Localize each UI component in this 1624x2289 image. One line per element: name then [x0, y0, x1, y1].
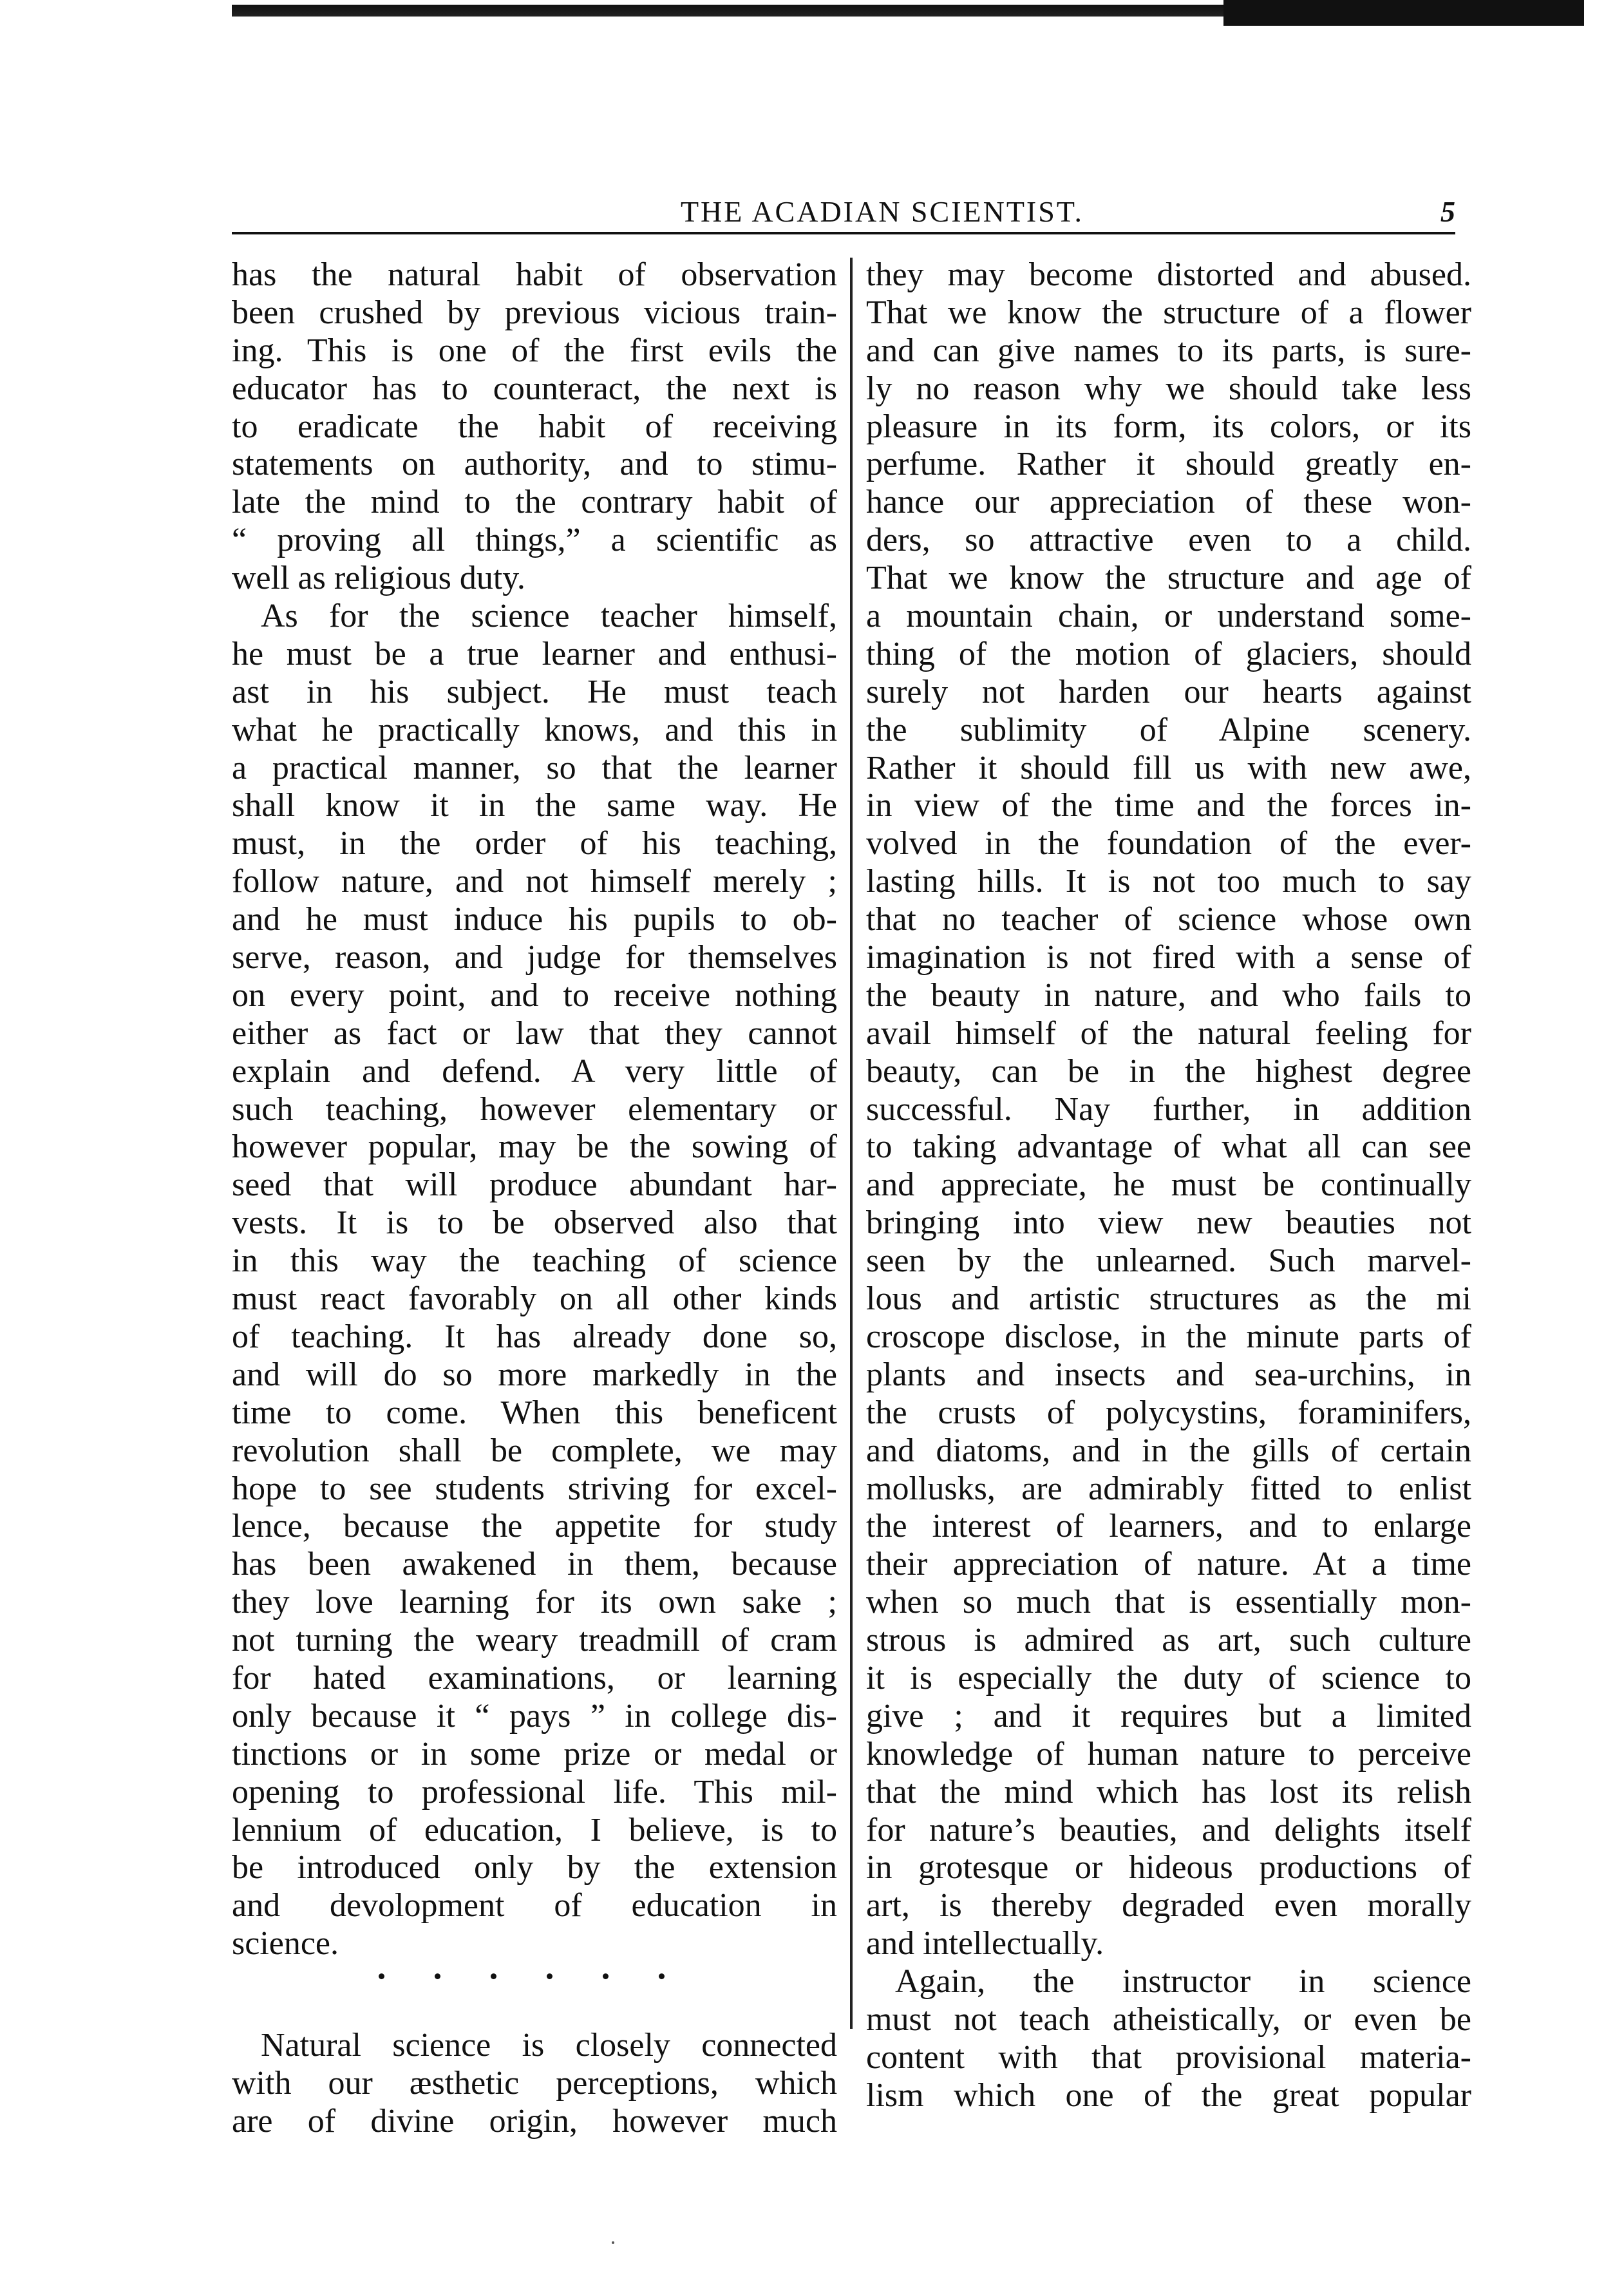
text-line: bringing into view new beauties not: [866, 1204, 1471, 1242]
text-line: has the natural habit of observation: [232, 256, 837, 293]
page-speck: [612, 2241, 614, 2244]
text-line: in this way the teaching of science: [232, 1242, 837, 1280]
right-paragraph-2: [866, 1963, 1471, 2115]
dot: [435, 1973, 440, 1979]
text-line: he must be a true learner and enthusi-: [232, 635, 837, 672]
text-line: in grotesque or hideous productions of: [866, 1849, 1471, 1886]
left-paragraph-3: [232, 2027, 837, 2141]
text-line: content with that provisional materia-: [866, 2038, 1471, 2076]
text-line: their appreciation of nature. At a time: [866, 1546, 1471, 1583]
running-title: THE ACADIAN SCIENTIST.: [680, 195, 1084, 228]
text-line: not turning the weary treadmill of cram: [232, 1622, 837, 1659]
text-line: knowledge of human nature to perceive: [866, 1735, 1471, 1772]
text-line: vests. It is to be observed also that: [232, 1204, 837, 1242]
text-line: plants and insects and sea-urchins, in: [866, 1356, 1471, 1393]
text-line: That we know the structure of a flower: [866, 294, 1471, 331]
text-line: ly no reason why we should take less: [866, 370, 1471, 407]
text-line: ing. This is one of the first evils the: [232, 332, 837, 369]
text-line: That we know the structure and age of: [866, 560, 1471, 597]
text-line: opening to professional life. This mil-: [232, 1773, 837, 1810]
right-paragraph-1: [866, 256, 1471, 1963]
text-line: to taking advantage of what all can see: [866, 1128, 1471, 1166]
text-line: when so much that is essentially mon-: [866, 1584, 1471, 1621]
right-column: [866, 256, 1471, 2115]
text-line: has been awakened in them, because: [232, 1546, 837, 1583]
text-line: that no teacher of science whose own: [866, 901, 1471, 938]
text-line: the beauty in nature, and who fails to: [866, 976, 1471, 1014]
text-line: imagination is not fired with a sense of: [866, 939, 1471, 976]
text-line: however popular, may be the sowing of: [232, 1128, 837, 1166]
text-line: surely not harden our hearts against: [866, 673, 1471, 710]
dot: [491, 1973, 496, 1979]
text-line: successful. Nay further, in addition: [866, 1090, 1471, 1128]
text-line: and diatoms, and in the gills of certain: [866, 1432, 1471, 1469]
text-line: pleasure in its form, its colors, or its: [866, 408, 1471, 445]
text-line: either as fact or law that they cannot: [232, 1014, 837, 1052]
text-line: “ proving all things,” a scientific as: [232, 522, 837, 559]
text-line: seen by the unlearned. Such marvel-: [866, 1242, 1471, 1280]
text-line: educator has to counteract, the next is: [232, 370, 837, 407]
text-line: follow nature, and not himself merely ;: [232, 863, 837, 900]
text-line: explain and defend. A very little of: [232, 1052, 837, 1090]
text-line: well as religious duty.: [232, 560, 525, 597]
text-line: must not teach atheistically, or even be: [866, 2000, 1471, 2038]
text-line: mollusks, are admirably fitted to enlist: [866, 1470, 1471, 1507]
text-line: lasting hills. It is not too much to say: [866, 863, 1471, 900]
text-line: As for the science teacher himself,: [261, 598, 837, 635]
text-line: hance our appreciation of these won-: [866, 484, 1471, 521]
text-line: the crusts of polycystins, foraminifers,: [866, 1394, 1471, 1431]
text-line: shall know it in the same way. He: [232, 787, 837, 824]
text-line: and will do so more markedly in the: [232, 1356, 837, 1393]
left-paragraph-2: [232, 598, 837, 1963]
text-line: they may become distorted and abused.: [866, 256, 1471, 293]
text-line: such teaching, however elementary or: [232, 1090, 837, 1128]
text-line: lism which one of the great popular: [866, 2076, 1471, 2114]
left-paragraph-1: [232, 256, 837, 598]
text-line: beauty, can be in the highest degree: [866, 1052, 1471, 1090]
text-line: revolution shall be complete, we may: [232, 1432, 837, 1469]
left-column: [232, 256, 837, 2141]
text-line: what he practically knows, and this in: [232, 711, 837, 748]
text-line: Natural science is closely connected: [261, 2026, 837, 2064]
top-edge-rule-dark: [1223, 0, 1584, 26]
text-line: for nature’s beauties, and delights itself: [866, 1811, 1471, 1848]
text-line: and can give names to its parts, is sure-: [866, 332, 1471, 369]
dot: [547, 1973, 552, 1979]
text-line: a mountain chain, or understand some-: [866, 598, 1471, 635]
text-line: give ; and it requires but a limited: [866, 1697, 1471, 1734]
text-line: lennium of education, I believe, is to: [232, 1811, 837, 1848]
text-line: ast in his subject. He must teach: [232, 673, 837, 710]
text-line: be introduced only by the extension: [232, 1849, 837, 1886]
text-line: must, in the order of his teaching,: [232, 825, 837, 862]
text-line: lence, because the appetite for study: [232, 1508, 837, 1545]
text-line: for hated examinations, or learning: [232, 1659, 837, 1696]
text-line: that the mind which has lost its relish: [866, 1773, 1471, 1810]
dot: [379, 1973, 384, 1979]
text-line: volved in the foundation of the ever-: [866, 825, 1471, 862]
text-line: avail himself of the natural feeling for: [866, 1014, 1471, 1052]
text-line: and he must induce his pupils to ob-: [232, 901, 837, 938]
page-header: [232, 184, 1455, 229]
text-line: serve, reason, and judge for themselves: [232, 939, 837, 976]
spacer: [232, 2001, 837, 2027]
text-line: they love learning for its own sake ;: [232, 1584, 837, 1621]
text-line: in view of the time and the forces in-: [866, 787, 1471, 824]
text-line: seed that will produce abundant har-: [232, 1166, 837, 1204]
dot: [603, 1973, 609, 1979]
text-line: the interest of learners, and to enlarge: [866, 1508, 1471, 1545]
text-line: science.: [232, 1925, 339, 1962]
text-line: must react favorably on all other kinds: [232, 1280, 837, 1318]
text-line: time to come. When this beneficent: [232, 1394, 837, 1431]
column-divider: [850, 258, 853, 2029]
text-line: croscope disclose, in the minute parts of: [866, 1318, 1471, 1355]
text-line: only because it “ pays ” in college dis-: [232, 1697, 837, 1734]
dot: [659, 1973, 665, 1979]
header-rule: [232, 232, 1455, 234]
text-line: ders, so attractive even to a child.: [866, 522, 1471, 559]
text-line: late the mind to the contrary habit of: [232, 484, 837, 521]
text-line: statements on authority, and to stimu-: [232, 446, 837, 483]
text-line: tinctions or in some prize or medal or: [232, 1735, 837, 1772]
page-number: 5: [1440, 195, 1455, 228]
text-line: of teaching. It has already done so,: [232, 1318, 837, 1355]
text-line: strous is admired as art, such culture: [866, 1622, 1471, 1659]
text-line: and devolopment of education in: [232, 1887, 837, 1924]
text-line: Again, the instructor in science: [895, 1963, 1471, 2000]
text-line: been crushed by previous vicious train-: [232, 294, 837, 331]
text-line: art, is thereby degraded even morally: [866, 1887, 1471, 1924]
text-line: on every point, and to receive nothing: [232, 976, 837, 1014]
text-line: with our æsthetic perceptions, which: [232, 2064, 837, 2102]
text-line: thing of the motion of glaciers, should: [866, 635, 1471, 672]
section-break-dots: [232, 1963, 837, 2001]
text-line: perfume. Rather it should greatly en-: [866, 446, 1471, 483]
text-line: to eradicate the habit of receiving: [232, 408, 837, 445]
text-line: the sublimity of Alpine scenery.: [866, 711, 1471, 748]
text-line: and intellectually.: [866, 1925, 1104, 1962]
text-line: lous and artistic structures as the mi: [866, 1280, 1471, 1318]
text-line: and appreciate, he must be continually: [866, 1166, 1471, 1204]
text-line: it is especially the duty of science to: [866, 1659, 1471, 1696]
text-line: are of divine origin, however much: [232, 2102, 837, 2140]
text-line: a practical manner, so that the learner: [232, 749, 837, 786]
text-line: Rather it should fill us with new awe,: [866, 749, 1471, 786]
text-line: hope to see students striving for excel-: [232, 1470, 837, 1507]
